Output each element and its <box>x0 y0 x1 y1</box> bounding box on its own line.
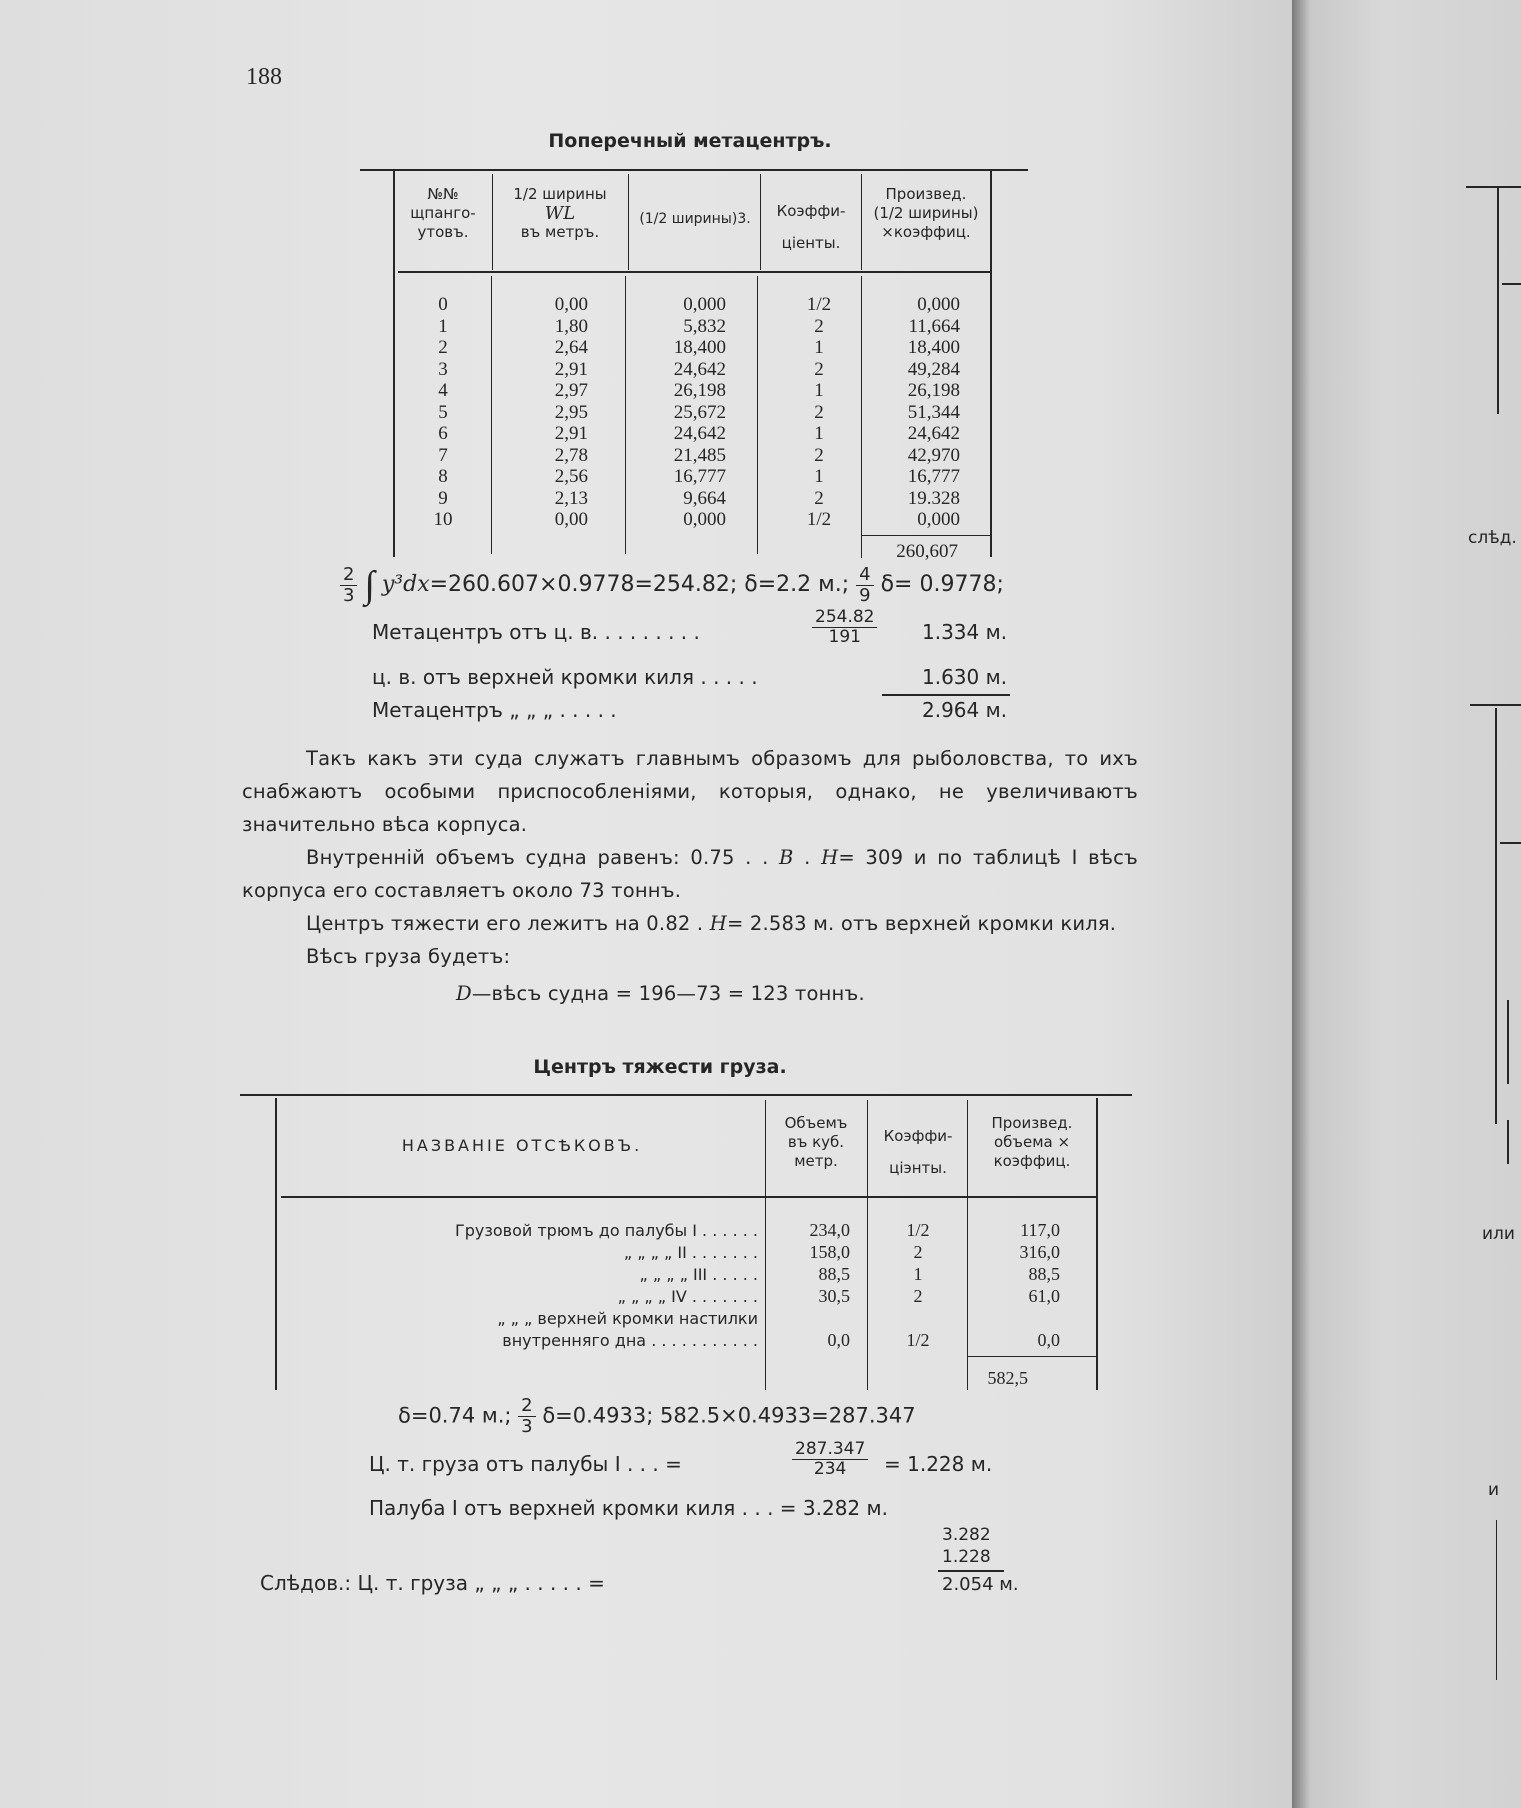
metacentre-value1: 1.334 м. <box>922 620 1008 644</box>
next-page-word-1: слѣд. <box>1468 528 1517 548</box>
table1-sep <box>628 174 629 270</box>
table1-cell: 49,284 <box>907 358 960 380</box>
cargo-line3: Слѣдов.: Ц. т. груза „ „ „ . . . . . = <box>260 1571 605 1595</box>
table2-coef: 2 <box>913 1242 923 1262</box>
table2-total: 582,5 <box>987 1368 1028 1388</box>
cargo-value1: = 1.228 м. <box>884 1452 993 1476</box>
page-number: 188 <box>246 64 282 90</box>
paragraph-5: D—вѣсъ судна = 196—73 = 123 тоннъ. <box>456 982 865 1005</box>
table2-vol: 88,5 <box>818 1264 850 1284</box>
table2-header-rule <box>281 1196 1097 1198</box>
table2-coef: 2 <box>913 1286 923 1306</box>
table1-cell: 2 <box>814 487 824 509</box>
table2-sep <box>765 1100 766 1390</box>
paragraph-4: Вѣсъ груза будетъ: <box>306 945 511 968</box>
table2-name: внутренняго дна . . . . . . . . . . . <box>502 1331 758 1350</box>
table1-cell: 6 <box>438 423 448 444</box>
table2-coef: 1 <box>913 1264 923 1284</box>
table1-col-product <box>862 294 960 531</box>
metacentre-line2: ц. в. отъ верхней кромки киля . . . . . <box>372 665 758 689</box>
table2-vol: 158,0 <box>809 1242 850 1262</box>
table2-header-volume: Объемъ въ куб. метр. <box>784 1114 848 1170</box>
table2-prod: 0,0 <box>1037 1330 1060 1350</box>
table1-cell: 1/2 <box>806 509 832 530</box>
table2-name: „ „ „ „ II . . . . . . . <box>623 1243 758 1262</box>
table1-cell: 26,198 <box>907 380 960 401</box>
formula-delta: δ=0.74 м.; $\frac{2}{3}$ δ=0.4933; 582.5×0.4933=287.347 <box>398 1395 916 1437</box>
paragraph-1: Такъ какъ эти суда служатъ главнымъ образомъ для рыболовства, то ихъ снабжаютъ особыми приспособленіями, которыя, однако, не увеличиваютъ значительно вѣса корпуса. <box>242 747 1138 836</box>
cargo-sub1: 3.282 <box>942 1525 991 1545</box>
table1-cell: 1/2 <box>806 294 832 315</box>
table1-cell: 4 <box>438 380 448 401</box>
table2-vol: 30,5 <box>818 1286 850 1306</box>
table2-name: Грузовой трюмъ до палубы I . . . . . . <box>454 1221 758 1240</box>
table2-prod: 61,0 <box>1028 1286 1060 1306</box>
table1-cell: 1,80 <box>554 315 588 337</box>
next-page-rule <box>1500 842 1521 844</box>
table1-cell: 0,000 <box>683 294 726 315</box>
table1-col-frame <box>396 294 490 531</box>
table2-frame-right <box>1096 1098 1098 1390</box>
table1-cell: 0,00 <box>554 294 588 315</box>
table2-sep <box>867 1100 868 1390</box>
table1-col-cube <box>626 294 726 531</box>
next-page-rule <box>1470 704 1521 706</box>
table2-name: „ „ „ верхней кромки настилки <box>497 1309 758 1328</box>
table2-prod: 88,5 <box>1028 1264 1060 1284</box>
next-page-rule <box>1502 283 1521 285</box>
table1-header-half-width: 1/2 ширины WL въ метръ. <box>513 185 607 241</box>
table1-cell: 7 <box>438 444 448 466</box>
table1-cell: 10 <box>433 509 453 530</box>
metacentre-line1: Метацентръ отъ ц. в. . . . . . . . . <box>372 620 700 644</box>
table1-title: Поперечный метацентръ. <box>548 130 832 152</box>
table1-cell: 42,970 <box>907 444 960 466</box>
table1-cell: 2,95 <box>554 401 588 423</box>
table1-frame-left <box>393 171 395 557</box>
table1-cell: 26,198 <box>673 380 726 401</box>
table1-header-rule <box>398 271 992 273</box>
paragraph-2: Внутренній объемъ судна равенъ: 0.75 . . B . H= 309 и по таблицѣ I вѣсъ корпуса его составляетъ около 73 тоннъ. <box>242 846 1139 902</box>
table1-top-rule <box>360 169 1028 171</box>
table1-cell: 18,400 <box>673 337 726 358</box>
table1-cell: 2,13 <box>554 487 588 509</box>
table1-col-halfwidth <box>492 294 588 531</box>
next-page-word-3: и <box>1488 1480 1500 1500</box>
next-page-rule <box>1466 186 1521 188</box>
table1-cell: 24,642 <box>907 423 960 444</box>
cargo-line1: Ц. т. груза отъ палубы I . . . = <box>369 1452 682 1476</box>
table1-frame-right <box>990 171 992 557</box>
table1-cell: 0,000 <box>917 294 960 315</box>
table1-cell: 18,400 <box>907 337 960 358</box>
table2-prod: 117,0 <box>1020 1220 1060 1240</box>
metacentre-value2: 1.630 м. <box>922 665 1008 689</box>
table1-cell: 16,777 <box>907 466 960 487</box>
next-page-rule <box>1497 188 1499 414</box>
table1-cell: 2 <box>814 401 824 423</box>
table2-prod: 316,0 <box>1019 1242 1060 1262</box>
table2-frame-left <box>275 1098 277 1390</box>
table1-cell: 51,344 <box>907 401 960 423</box>
table1-cell: 2 <box>814 444 824 466</box>
table1-cell: 2,91 <box>554 358 588 380</box>
next-page-rule <box>1495 708 1497 1124</box>
table1-cell: 9 <box>438 487 448 509</box>
table2-total-rule <box>968 1356 1096 1357</box>
table1-cell: 16,777 <box>673 466 726 487</box>
formula-integral: $\frac{2}{3}$ ∫ y³dx=260.607×0.9778=254.82; δ=2.2 м.; $\frac{4}{9}$ δ= 0.9778; <box>340 563 1004 607</box>
next-page-rule <box>1507 1120 1509 1164</box>
table2-title: Центръ тяжести груза. <box>533 1056 787 1078</box>
table1-header-coef: Коэффи- ціенты. <box>776 202 846 252</box>
table2-vol: 234,0 <box>809 1220 850 1240</box>
table2-header-name: НАЗВАНІЕ ОТСѢКОВЪ. <box>401 1136 643 1155</box>
table1-cell: 2,56 <box>554 466 588 487</box>
table1-sep <box>492 174 493 270</box>
table1-cell: 1 <box>814 466 824 487</box>
table1-cell: 0,00 <box>554 509 588 530</box>
table2-coef: 1/2 <box>906 1330 930 1350</box>
table1-cell: 3 <box>438 358 448 380</box>
next-page-rule <box>1496 1520 1497 1680</box>
table2-name: „ „ „ „ III . . . . . <box>639 1265 758 1284</box>
table2-name: „ „ „ „ IV . . . . . . . <box>617 1287 758 1306</box>
table1-cell: 1 <box>814 380 824 401</box>
table1-cell: 0 <box>438 294 448 315</box>
cargo-sub-rule <box>938 1570 1004 1572</box>
body-text <box>242 742 1138 1010</box>
table1-cell: 19.328 <box>907 487 960 509</box>
table1-cell: 2,78 <box>554 444 588 466</box>
table1-cell: 2,97 <box>554 380 588 401</box>
table1-cell: 25,672 <box>673 401 726 423</box>
table1-cell: 11,664 <box>908 315 960 337</box>
paragraph-3: Центръ тяжести его лежитъ на 0.82 . H= 2.583 м. отъ верхней кромки киля. <box>306 912 1117 935</box>
table2-header-product: Произвед. объема × коэффиц. <box>991 1114 1073 1170</box>
cargo-value3: 2.054 м. <box>942 1574 1019 1595</box>
table2-coef: 1/2 <box>906 1220 930 1240</box>
sum-rule <box>882 694 1010 696</box>
table1-cell: 0,000 <box>683 509 726 530</box>
metacentre-line3: Метацентръ „ „ „ . . . . . <box>372 698 617 722</box>
table1-header-product: Произвед. (1/2 ширины) ×коэффиц. <box>873 185 979 241</box>
table1-cell: 0,000 <box>917 509 960 530</box>
table1-cell: 1 <box>814 337 824 358</box>
table1-col-coef <box>772 294 866 531</box>
next-page-rule <box>1507 1000 1509 1084</box>
table1-cell: 2 <box>814 315 824 337</box>
table1-cell: 5,832 <box>683 315 726 337</box>
cargo-fraction: $\frac{287.347}{234}$ <box>792 1440 868 1478</box>
table1-total-rule <box>862 535 990 536</box>
table1-cell: 8 <box>438 466 448 487</box>
table1-cell: 2 <box>814 358 824 380</box>
table1-total: 260,607 <box>896 541 958 562</box>
table1-header-cube: (1/2 ширины)3. <box>639 211 751 227</box>
cargo-sub2: 1.228 <box>942 1547 991 1567</box>
table1-cell: 2,91 <box>554 423 588 444</box>
table1-sep <box>760 174 761 270</box>
table2-vol: 0,0 <box>827 1330 850 1350</box>
cargo-line2: Палуба I отъ верхней кромки киля . . . = 3.282 м. <box>369 1496 888 1520</box>
table2-top-rule <box>240 1094 1132 1096</box>
table1-cell: 24,642 <box>673 358 726 380</box>
table1-cell: 2,64 <box>554 337 588 358</box>
table1-cell: 21,485 <box>673 444 726 466</box>
metacentre-value3: 2.964 м. <box>922 698 1008 722</box>
table1-cell: 1 <box>438 315 448 337</box>
table1-cell: 5 <box>438 401 448 423</box>
table1-cell: 2 <box>438 337 448 358</box>
next-page-word-2: или <box>1482 1224 1515 1244</box>
metacentre-fraction: $\frac{254.82}{191}$ <box>812 608 877 646</box>
table1-header-frame-no: №№ щпанго- утовъ. <box>410 185 476 241</box>
table1-cell: 9,664 <box>683 487 726 509</box>
next-page-edge <box>1292 0 1521 1808</box>
table1-cell: 24,642 <box>673 423 726 444</box>
table1-sep <box>757 276 758 554</box>
table2-header-coef: Коэффи- ціэнты. <box>883 1127 953 1177</box>
table1-cell: 1 <box>814 423 824 444</box>
